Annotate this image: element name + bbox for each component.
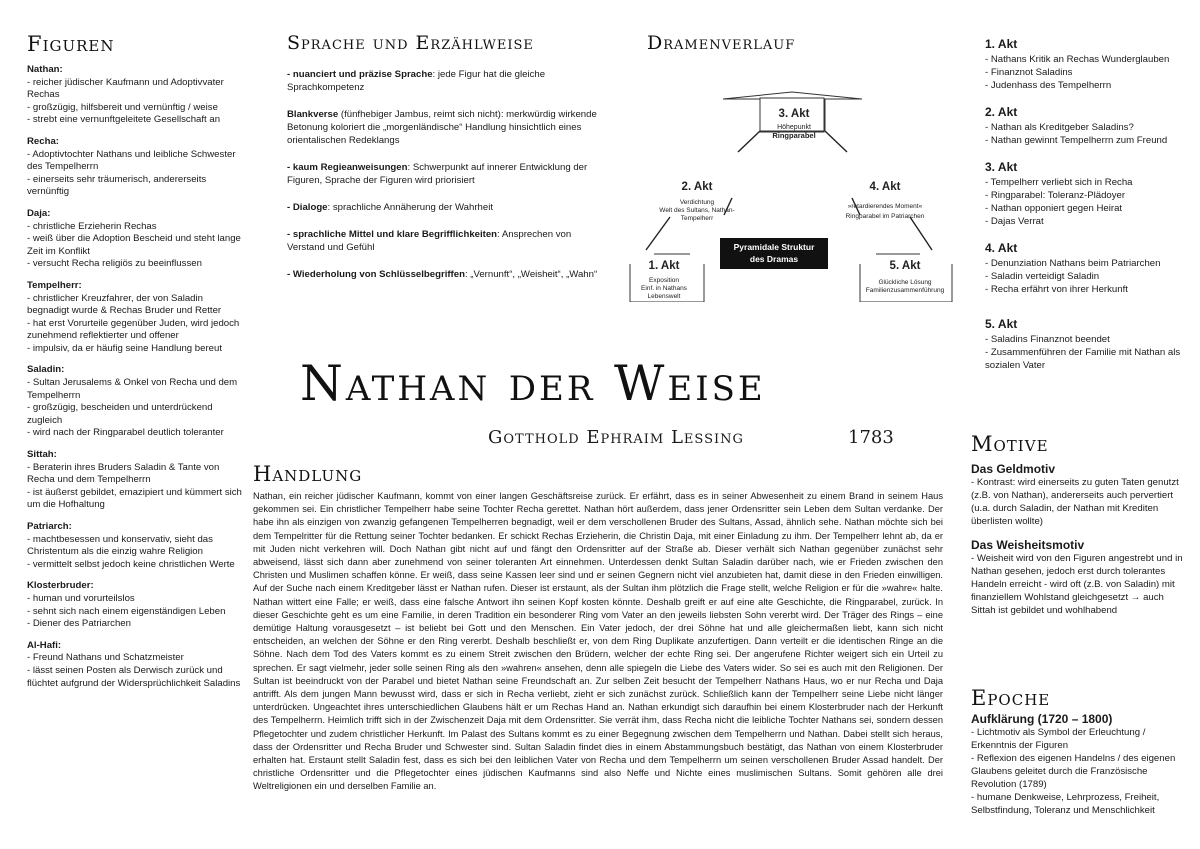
character-name: Sittah : <box>27 449 57 460</box>
motive-section <box>971 432 1183 627</box>
character-trait: - sehnt sich nach einem eigenständigen Leben <box>27 605 226 617</box>
akt-title: 3. Akt <box>985 160 1018 174</box>
akt2-sub2: Welt des Sultans, Nathan- <box>659 207 735 214</box>
sprache-section <box>287 32 599 295</box>
character-entry <box>27 449 247 512</box>
character-trait: - hat erst Vorurteile gegenüber Juden, wird jedoch zunehmend reflektierter und offener <box>27 317 240 342</box>
sprache-item <box>287 68 599 94</box>
akt-point: - Nathans Kritik an Rechas Wunderglauben <box>985 54 1170 65</box>
character-trait: - Beraterin ihres Bruders Saladin & Tante von Recha und dem Tempelherrn <box>27 461 220 486</box>
akt5-sub2: Familienzusammenführung <box>865 287 945 294</box>
dramenverlauf-title: Dramenverlauf <box>647 32 796 54</box>
motive-title: Motive <box>971 432 1049 456</box>
motiv-text: - Weisheit wird von den Figuren angestrebt und in Nathan gesehen, jedoch erst durch tolerantes Handeln erreicht - wird oft (z.B. von Saladin) mit finanziellem Wohlstand gleichgesetzt → auch Sittah ist gebildet und wohlhabend <box>971 553 1183 616</box>
sprache-item <box>287 228 599 254</box>
akt5-title: 5. Akt <box>889 260 921 272</box>
akt-point: - Nathan opponiert gegen Heirat <box>985 203 1123 214</box>
akt-point: - Judenhass des Tempelherrn <box>985 80 1112 91</box>
character-entry <box>27 280 247 356</box>
sprache-text: : Schwerpunkt auf innerer Entwicklung der Figuren, Sprache der Figuren wird priorisiert <box>287 162 588 186</box>
character-entry <box>27 364 247 440</box>
akt-point: - Ringparabel: Toleranz-Plädoyer <box>985 190 1126 201</box>
header <box>300 355 900 448</box>
epoche-line: - Reflexion des eigenen Handelns / des eigenen Glaubens geleitet durch die Französische Revolution (1789) <box>971 753 1176 790</box>
motiv-heading: Das Weisheitsmotiv <box>971 538 1085 552</box>
character-trait: - christlicher Kreuzfahrer, der von Saladin begnadigt wurde & Rechas Bruder und Retter <box>27 292 222 317</box>
sprache-item <box>287 161 599 187</box>
sprache-text: : Ansprechen von Verstand und Gefühl <box>287 229 572 253</box>
character-trait: - weiß über die Adoption Bescheid und steht lange Zeit im Konflikt <box>27 233 241 257</box>
epoche-line: - Lichtmotiv als Symbol der Erleuchtung / Erkenntnis der Figuren <box>971 727 1146 751</box>
akt-entry <box>985 38 1185 92</box>
character-trait: - versucht Recha religiös zu beeinflussen <box>27 258 202 270</box>
akte-section <box>985 38 1185 386</box>
sprache-term: - kaum Regieanweisungen <box>287 162 408 173</box>
sprache-text: : „Vernunft“, „Weisheit“, „Wahn“ <box>464 269 598 280</box>
akt-point: - Tempelherr verliebt sich in Recha <box>985 177 1133 188</box>
motiv-text: - Kontrast: wird einerseits zu guten Taten genutzt (z.B. von Nathan), andererseits auch pervertiert (u.a. durch Saladin, der Nathan mit Krediten überlisten wollte) <box>971 477 1179 527</box>
akt-point: - Finanznot Saladins <box>985 67 1073 78</box>
motiv-heading: Das Geldmotiv <box>971 462 1056 476</box>
akt-title: 5. Akt <box>985 317 1018 331</box>
akt1-title: 1. Akt <box>648 260 680 272</box>
character-entry <box>27 136 247 199</box>
akt-title: 1. Akt <box>985 37 1018 51</box>
year: 1783 <box>848 427 894 448</box>
connector-line <box>825 131 847 152</box>
character-list <box>27 64 247 690</box>
akt2-sub3: Tempelherr <box>680 215 714 222</box>
epoche-title: Epoche <box>971 686 1051 710</box>
akt3-title: 3. Akt <box>778 108 810 120</box>
akt5-sub1: Glückliche Lösung <box>878 279 932 286</box>
epoche-line: - humane Denkweise, Lehrprozess, Freiheit, Selbstfindung, Toleranz und Menschlichkeit <box>971 792 1160 816</box>
sprache-text: : jede Figur hat die gleiche Sprachkompetenz <box>287 69 546 93</box>
akt1-sub3: Lebenswelt <box>647 293 681 300</box>
sprache-term: - Dialoge <box>287 202 328 213</box>
sprache-item <box>287 268 599 281</box>
sprache-text: (fünfhebiger Jambus, reimt sich nicht): merkwürdig wirkende Betonung koloriert die „morgenländische“ Handlung hinsichtlich eines orientalischen Redeklangs <box>287 109 597 146</box>
akt2-title: 2. Akt <box>681 181 713 193</box>
sprache-title: Sprache und Erzählweise <box>287 32 534 54</box>
akt-entry <box>985 242 1185 296</box>
akt1-sub1: Exposition <box>649 277 679 284</box>
character-trait: - Sultan Jerusalems & Onkel von Recha und dem Tempelherrn <box>27 377 238 401</box>
akt-point: - Recha erfährt von ihrer Herkunft <box>985 284 1128 295</box>
sprache-term: - sprachliche Mittel und klare Begrifflichkeiten <box>287 229 498 240</box>
center-label-2: des Dramas <box>749 254 799 264</box>
character-entry <box>27 208 247 271</box>
akt4-sub1: »retardierendes Moment« <box>847 203 923 210</box>
character-trait: - reicher jüdischer Kaufmann und Adoptivvater Rechas <box>27 76 224 101</box>
handlung-title: Handlung <box>253 462 363 486</box>
akt1-sub2: Einf. in Nathans <box>641 285 687 292</box>
character-trait: - ist äußerst gebildet, emazipiert und kümmert sich um die Hofhaltung <box>27 486 242 511</box>
author: Gotthold Ephraim Lessing <box>488 427 744 448</box>
akt-point: - Zusammenführen der Familie mit Nathan als sozialen Vater <box>985 347 1181 371</box>
connector-line <box>646 217 670 250</box>
sprache-term: - nuanciert und präzise Sprache <box>287 69 433 80</box>
character-trait: - impulsiv, da er häufig seine Handlung bereut <box>27 342 223 354</box>
character-name: Nathan : <box>27 64 63 75</box>
sprache-item <box>287 108 599 147</box>
akt-point: - Saladin verteidigt Saladin <box>985 271 1100 282</box>
character-entry <box>27 64 247 127</box>
pyramid-diagram <box>620 32 960 302</box>
character-entry <box>27 521 247 571</box>
character-trait: - strebt eine vernunftgeleitete Gesellschaft an <box>27 114 221 126</box>
sprache-list <box>287 68 599 281</box>
character-entry <box>27 640 247 690</box>
epoche-section <box>971 686 1183 817</box>
character-trait: - lässt seinen Posten als Derwisch zurück und flüchtet aufgrund der Widersprüchlichkeit Saladins <box>27 664 241 689</box>
akt-point: - Nathan gewinnt Tempelherrn zum Freund <box>985 135 1168 146</box>
akt-entry <box>985 161 1185 228</box>
character-trait: - machtbesessen und konservativ, sieht das Christentum als die einzig wahre Religion <box>27 533 213 558</box>
akt-title: 4. Akt <box>985 241 1018 255</box>
handlung-text: Nathan, ein reicher jüdischer Kaufmann, kommt von einer langen Geschäftsreise zurück. Er erfährt, dass es in seiner Abwesenheit zu einem Brand in seinem Haus gekommen sei. Ein christlicher Tempelherr habe seine Tochter Recha gerettet. Nathan hört außerdem, dass jener Ordensritter sein Leben dem Sultan verdanke. Der habe ihn als einzigen von zwanzig gefangenen Tempelherren begnadigt, weil er dem verschollenen Bruder des Sultans, Assad, ähnlich sehe. Nathan möchte sich bei dem Tempelritter für die Rettung seiner Tochter bedanken. Er schickt Rechas Erzieherin, die Christin Daja, mit einer Einladung zu ihm. Der Tempelherr lehnt ab, da er mit Juden nicht verkehren will. Doch Nathan gibt nicht auf und fängt den Ordensritter auf der Straße ab. Dieser verhält sich Nathan gegenüber zunächst sehr abweisend, lässt sich dann aber zunehmend von seiner toleranten Art einnehmen. Unterdessen denkt Sultan Saladin darüber nach, wie er Frieden zwischen den Christen und Muslimen schaffen könne. Er weiß, dass seine Kassen leer sind und er seinen Gegnern nicht viel anzubieten hat, damit diese in den Frieden einwilligen. Auf der Suche nach einem Kreditgeber lässt er Nathan rufen. Dieser ist erstaunt, als der Sultan ihm plötzlich die Frage stellt, welche Religion er für die »wahre« halte. Nathan wittert eine Falle; er weiß, dass eine falsche Antwort ihn seinen Kopf kosten könnte. Deshalb greift er auf eine alte Geschichte, die Ringparabel, zurück. In dieser Geschichte geht es um eine Familie, in deren Tradition ein besonderer Ring vom Vater an den jeweils liebsten Sohn vererbt wird. Der Träger des Rings – eine demütige Haltung vorausgesetzt – ist beliebt bei Gott und den Menschen. Ein Vater jedoch, der drei Söhne hat und alle gleichermaßen liebt, kann sich nicht entscheiden, an welchen der Söhne er den Ring vererbt. Deshalb beschließt er, von dem Ring Duplikate anzufertigen. Dann verteilt er die identischen Ringe an die Söhne. Nach dem Tod des Vaters kommt es zu einem Streit zwischen den Brüdern, welcher der echte Ring sei. Der angerufene Richter weigert sich ein Urteil zu sprechen. Er sagt vielmehr, jeder solle seinen Ring als den »wahren« ansehen, denn alle spiegeln die Liebe des Vaters wider. So sei es auch mit den Religionen. Der Sultan ist beeindruckt von der Parabel und bietet Nathan seine Freundschaft an. Zur selben Zeit besucht der Tempelherr Nathans Haus, wo er nur Recha und Daja antrifft. Als dem jungen Mann bewusst wird, dass er sich in Recha verliebt, zieht er sich zunächst zurück. Schließlich kann der Tempelherr seine Liebe nicht länger unterdrücken. Ungeachtet ihres unterschiedlichen Glaubens hält er um Rechas Hand an. Nathan erkundigt sich daraufhin bei einem Klosterbruder nach der Herkunft des Tempelherrn. Heimlich trifft sich in der Zwischenzeit Daja mit dem Ordensritter. Sie verrät ihm, dass Recha nicht die leibliche Tochter Nathans sei, sondern dessen Pflegetochter und zudem christlicher Herkunft. Im Palast des Sultans kommt es zu einer Begegnung zwischen dem Tempelherrn und Nathan. Dabei stellt sich heraus, dass der Ordensritter und Recha Bruder und Schwester sind. Sultan Saladin findet dies in einem Abstammungsbuch bestätigt, das Nathan von einem Klosterbruder erhalten hat. Erstaunt stellt Saladin fest, dass es sich bei den leiblichen Vater von Recha und dem Tempelherrn um seinen verschollenen Bruder Assad handelt. Der christliche Ordensritter und die Pflegetochter eines jüdischen Kaufmanns sind also Neffe und Nichte eines muslimischen Sultans. Somit gehören alle drei Weltreligionen ein und derselben Familie an. <box>253 491 943 792</box>
akt-entry <box>985 106 1185 147</box>
akt3-sub2: Ringparabel <box>772 131 816 140</box>
character-entry <box>27 580 247 630</box>
sprache-item <box>287 201 599 214</box>
akt-point: - Nathan als Kreditgeber Saladins? <box>985 122 1134 133</box>
sprache-text: : sprachliche Annäherung der Wahrheit <box>327 202 494 213</box>
connector-line <box>910 217 932 250</box>
character-trait: - großzügig, bescheiden und unterdrückend zugleich <box>27 402 213 426</box>
akt-point: - Dajas Verrat <box>985 216 1044 227</box>
character-name: Saladin : <box>27 364 64 375</box>
character-trait: - christliche Erzieherin Rechas <box>27 220 157 232</box>
character-name: Recha : <box>27 136 59 147</box>
character-name: Daja : <box>27 208 50 219</box>
akt4-sub2: Ringparabel im Patriarchen <box>845 213 925 220</box>
sprache-term: Blankverse <box>287 109 339 120</box>
character-trait: - großzügig, hilfsbereit und vernünftig / weise <box>27 101 218 113</box>
character-trait: - Freund Nathans und Schatzmeister <box>27 652 184 664</box>
akt-entry <box>985 318 1185 372</box>
epoche-heading: Aufklärung (1720 – 1800) <box>971 712 1113 726</box>
akt3-sub1: Höhepunkt <box>777 124 811 131</box>
center-label-1: Pyramidale Struktur <box>733 242 815 252</box>
character-name: Patriarch : <box>27 521 72 532</box>
character-name: Tempelherr : <box>27 280 82 291</box>
character-trait: - wird nach der Ringparabel deutlich toleranter <box>27 427 224 439</box>
character-name: Klosterbruder : <box>27 580 94 591</box>
character-trait: - einerseits sehr träumerisch, andererseits vernünftig <box>27 173 207 198</box>
akt-point: - Saladins Finanznot beendet <box>985 334 1110 345</box>
figuren-section <box>27 32 247 699</box>
handlung-section <box>253 462 943 794</box>
connector-line <box>738 131 760 152</box>
dramenverlauf-section <box>620 32 960 302</box>
character-trait: - Diener des Patriarchen <box>27 618 131 630</box>
akt-title: 2. Akt <box>985 105 1018 119</box>
sprache-term: - Wiederholung von Schlüsselbegriffen <box>287 269 465 280</box>
character-name: Al-Hafi : <box>27 640 61 651</box>
character-trait: - human und vorurteilslos <box>27 592 135 604</box>
akt2-sub1: Verdichtung <box>679 199 715 206</box>
page-title: Nathan der Weise <box>300 355 766 412</box>
figuren-title: Figuren <box>27 32 115 56</box>
akt4-title: 4. Akt <box>869 181 901 193</box>
character-trait: - Adoptivtochter Nathans und leibliche Schwester des Tempelherrn <box>27 148 236 173</box>
akt-point: - Denunziation Nathans beim Patriarchen <box>985 258 1161 269</box>
character-trait: - vermittelt selbst jedoch keine christlichen Werte <box>27 558 235 570</box>
akt-list <box>985 38 1185 372</box>
